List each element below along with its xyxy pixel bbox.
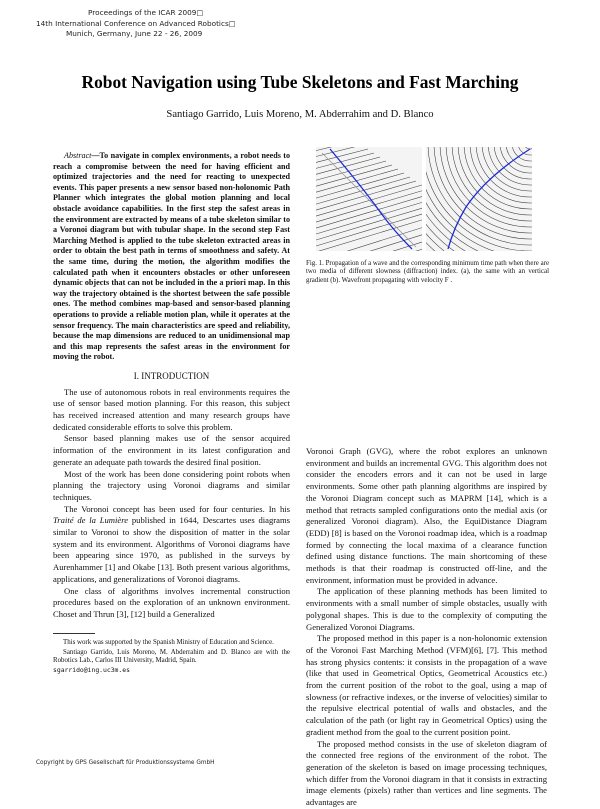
header-line-1: Proceedings of the ICAR 2009□ — [88, 8, 204, 17]
abstract-label: Abstract — [64, 151, 92, 160]
footnote-funding: This work was supported by the Spanish Ministry of Education and Science. — [63, 638, 274, 646]
intro-p4-end: published in 1644, Descartes uses diagrams similar to Voronoi to show the disposition of matter in the solar system and its environment. Algorithms of Voronoi diagrams have been appearing since 1970, as published in the surveys by Aurenhammer [1] and Okabe [13]. Both present various algorithms, applications, and generalizations of Voronoi diagrams. — [53, 515, 290, 584]
header-line-3: Munich, Germany, June 22 - 26, 2009 — [66, 29, 203, 38]
intro-p4-book-title: Traité de la Lumière — [53, 515, 129, 526]
copyright-footer: Copyright by GPS Gesellschaft für Produktionssysteme GmbH — [36, 760, 215, 766]
abstract-body: —To navigate in complex environments, a robot needs to reach a compromise between the need for having efficient and optimized trajectories and the need for reacting to unexpected events. This paper presents a new sensor based non-holonomic Path Planner which integrates the global motion planning and local obstacle avoidance capabilities. In the first step the safest areas in the environment are extracted by means of a tube skeleton similar to a Voronoi diagram but with tubular shape. In the second step Fast Marching Method is applied to the tube skeleton extracted areas in order to obtain the best path in terms of smoothness and safety. At the same time, during the motion, the algorithm modifies the calculated path when it encounters obstacles or other unforeseen dynamic objects that can not be included in the a priori map. In this way the trajectory obtained is the shortest between the safe possible ones. The method combines map-based and sensor-based planning operations to provide a reliable motion plan, while it operates at the sensor frequency. The main characteristics are speed and reliability, because the map dimensions are reduced to an unidimensional map and this map represents the safest areas in the environment for moving the robot. — [53, 151, 290, 362]
intro-paragraph-5: One class of algorithms involves incremental construction procedures based on the exploration of an unknown environment. Choset and Thrun [3], [12] build a Generalized — [53, 585, 290, 619]
footnote-affiliation — [53, 649, 290, 675]
intro-paragraph-4 — [53, 504, 290, 586]
wave-propagation-vertical-gradient-plot — [426, 147, 532, 251]
right-paragraph-4: The proposed method consists in the use of skeleton diagram of the connected free regions of the environment of the robot. The generation of the skeleton is based on image processing techniques, which differ from the Voronoi diagram in that it consists in extracting image elements (pixels) rather than vertices and line segments. The advantages are — [306, 738, 547, 808]
intro-paragraph-3: Most of the work has been done considering point robots when planning the trajectory using Voronoi diagrams and similar techniques. — [53, 468, 290, 502]
left-column — [53, 151, 290, 675]
right-column — [306, 446, 547, 809]
footnote-rule — [53, 633, 95, 634]
wave-propagation-two-media-plot — [316, 147, 422, 251]
header-line-2: 14th International Conference on Advanced Robotics□ — [36, 18, 236, 28]
figure-1-caption: Fig. 1. Propagation of a wave and the corresponding minimum time path when there are two media of different slowness (diffraction) index. (a), the same with an vertical gradient (b). Wavefront propagating with velocity F . — [306, 260, 549, 284]
intro-p4-start: The Voronoi concept has been used for four centuries. In his — [64, 503, 290, 514]
section-heading-introduction: I. INTRODUCTION — [133, 370, 210, 381]
right-paragraph-2: The application of these planning methods has been limited to environments with a small number of simple obstacles, usually with polygonal shapes. This is due to the complexity of computing the Generalized Voronoi Diagrams. — [306, 586, 547, 632]
intro-paragraph-2: Sensor based planning makes use of the sensor acquired information of the environment in its latest configuration and generate an adequate path towards the desired final position. — [53, 433, 290, 467]
abstract — [53, 151, 290, 363]
footnote-affiliation-text: Santiago Garrido, Luis Moreno, M. Abderrahim and D. Blanco are with the Robotics Lab., Carlos III University, Madrid, Spain. — [53, 648, 290, 665]
right-paragraph-3: The proposed method in this paper is a non-holonomic extension of the Voronoi Fast Marching Method (VFM)[6], [7]. This method has strong physics contents: it consists in the propagation of a wave (like that used in Geometrical Optics, Geometrical Acoustics etc.) from the current position of the robot to the goal, using a map of slowness (or refractive indexes, or the inverse of velocities) similar to the repulsive electrical potential of walls and obstacles, and the calculation of the path (or light ray in Geometrical Optics) using the gradient method from the goal to the current position point. — [306, 633, 547, 737]
proceedings-header — [36, 8, 236, 40]
author-list: Santiago Garrido, Luis Moreno, M. Abderrahim and D. Blanco — [166, 109, 434, 120]
figure-1b-panel — [426, 147, 532, 251]
intro-paragraph-1: The use of autonomous robots in real environments requires the use of sensor based motion planning. For this reason, this subject has received increased attention and many research groups have dedicated considerable efforts to solve this problem. — [53, 386, 290, 432]
paper-title: Robot Navigation using Tube Skeletons and Fast Marching — [81, 72, 519, 92]
footnote-email: sgarrido@ing.uc3m.es — [53, 665, 130, 674]
figure-1a-panel — [316, 147, 422, 251]
right-paragraph-1: Voronoi Graph (GVG), where the robot explores an unknown environment and builds an incremental GVG. This algorithm does not consider the encoders errors and it can not be used in large environments. Some other path planning algorithms are inspired by the Voronoi Diagram concept such as MAPRM [14], which is a method that retracts sampled configurations onto the medial axis (or generalized Voronoi diagram). Also, the EquiDistance Diagram (EDD) [8] is based on the Voronoi roadmap idea, which is a roadmap formed by connecting the local maxima of a clearance function defined using distance functions. The main shortcoming of these methods is that their roadmap is constructed off-line, and the environment, information must be provided in advance. — [306, 446, 547, 585]
